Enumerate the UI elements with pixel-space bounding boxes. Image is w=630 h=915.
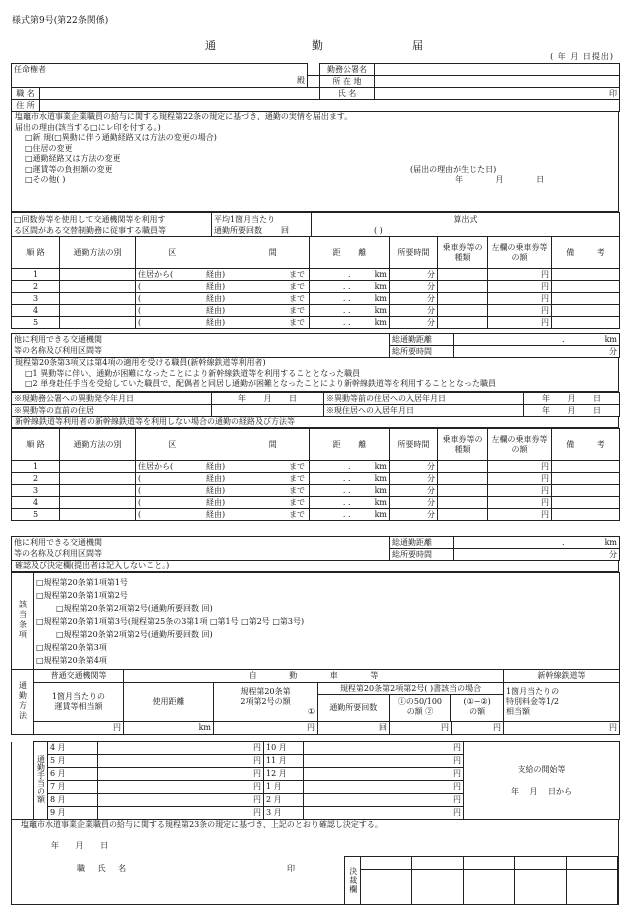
route-no: 5: [12, 509, 60, 521]
distance-used-field[interactable]: km: [124, 722, 214, 735]
month-amount[interactable]: 円: [98, 755, 264, 768]
month-label: 4 月: [48, 742, 98, 755]
col-seq: 順 路: [12, 237, 60, 269]
route-section-field[interactable]: ( 経由) まで: [136, 317, 310, 329]
reason-label: 届出の理由(該当する□にレ印を付する。): [15, 122, 161, 132]
total-time-label: 総所要時間: [390, 549, 454, 561]
route-method-field[interactable]: [60, 509, 136, 521]
trips-field[interactable]: 回: [318, 722, 390, 735]
footer-section: [11, 819, 619, 905]
route-section-field[interactable]: ( 経由) まで: [136, 281, 310, 293]
col-method: 通勤方法の別: [60, 429, 136, 461]
route-row: [12, 461, 620, 473]
route-row: [12, 497, 620, 509]
month-amount[interactable]: 円: [304, 768, 464, 781]
office-label: 勤務公署名: [320, 64, 375, 76]
payment-start[interactable]: 支給の開始等 年 月 日から: [464, 742, 620, 820]
route-no: 4: [12, 497, 60, 509]
route-fare-field[interactable]: 円: [488, 293, 552, 305]
month-amount[interactable]: 円: [98, 768, 264, 781]
route-row: [12, 509, 620, 521]
prev-move-label: ※異動等前の住居への入居年月日: [324, 393, 524, 405]
clause-table: [11, 572, 620, 670]
monthly-side-label: 通勤手当の額: [34, 742, 48, 820]
route-row: [12, 317, 620, 329]
alt-route-title: 新幹線鉄道等利用者の新幹線鉄道等を利用しない場合の通勤の経路及び方法等: [11, 416, 619, 428]
ticket-label[interactable]: □回数券等を使用して交通機関等を利用す る区間がある交替制勤務に従事する職員等: [12, 213, 212, 237]
route-ticket-field[interactable]: [438, 473, 488, 485]
footer-signer: 職 氏 名 印: [77, 864, 295, 873]
reason-item[interactable]: □運賃等の負担額の変更 (届出の理由が生じた日): [25, 164, 497, 174]
total-distance-field[interactable]: . km: [454, 334, 620, 346]
total-time-label: 総所要時間: [390, 346, 454, 358]
route-distance-field[interactable]: . . km: [310, 293, 390, 305]
col-distance: 距 離: [310, 237, 390, 269]
monthly-row: [12, 742, 620, 755]
prev-home-field[interactable]: [212, 405, 324, 417]
approval-cell[interactable]: [567, 870, 617, 904]
shinkansen-item-2[interactable]: □2 単身赴任手当を受給していた職員で、配偶者と同居し通勤が困難となったことにより新幹線鉄道等を利用することとなった職員: [25, 379, 497, 388]
method-side-label: 通勤方法: [12, 670, 34, 735]
approval-column: [361, 857, 412, 904]
total-distance-label: 総通勤距離: [390, 537, 454, 549]
month-amount[interactable]: 円: [98, 742, 264, 755]
diff-label: (①−②) の額: [463, 697, 491, 716]
route-section-field[interactable]: ( 経由) まで: [136, 305, 310, 317]
month-amount[interactable]: 円: [98, 794, 264, 807]
route-note-field[interactable]: [552, 509, 620, 521]
clause-side-label: 該当条項: [12, 573, 34, 670]
route-time-field[interactable]: 分: [390, 293, 438, 305]
form-number: 様式第9号(第22条関係): [12, 16, 109, 26]
month-amount[interactable]: 円: [304, 742, 464, 755]
shinkansen-item-1[interactable]: □1 異動等に伴い、通勤が困難になったことにより新幹線鉄道等を利用することとなった職員: [25, 368, 361, 378]
col-ticket-type: 乗車券等の種類: [438, 429, 488, 461]
trips-label: 通勤所要回数: [318, 695, 390, 721]
route-section-field[interactable]: ( 経由) まで: [136, 485, 310, 497]
approval-cell[interactable]: [567, 857, 617, 870]
clause-item[interactable]: □規程第20条第4項: [36, 655, 107, 665]
route-time-field[interactable]: 分: [390, 473, 438, 485]
route-note-field[interactable]: [552, 473, 620, 485]
month-label: 12 月: [264, 768, 304, 781]
route-note-field[interactable]: [552, 269, 620, 281]
route-fare-field[interactable]: 円: [488, 281, 552, 293]
route-section-field[interactable]: ( 経由) まで: [136, 293, 310, 305]
route-ticket-field[interactable]: [438, 281, 488, 293]
month-label: 6 月: [48, 768, 98, 781]
reason-item[interactable]: □通勤経路又は方法の変更: [25, 154, 121, 163]
approval-cell[interactable]: [361, 870, 411, 904]
title-char-2: 勤: [312, 39, 323, 52]
clause-item[interactable]: □規程第20条第2項第2号(通勤所要回数 回): [56, 603, 213, 613]
order-date-field[interactable]: 年 月 日: [212, 393, 324, 405]
half-label: ①の50/100 の額 ②: [390, 695, 452, 721]
route-distance-field[interactable]: . . km: [310, 281, 390, 293]
col-time: 所要時間: [390, 429, 438, 461]
half-field[interactable]: 円: [390, 722, 452, 735]
ticket-table: [11, 212, 620, 237]
clause-item[interactable]: □規程第20条第1項第3号(規程第25条の3第1項 □第1号 □第2号 □第3号): [36, 616, 305, 626]
route-time-field[interactable]: 分: [390, 461, 438, 473]
alt-route-table: [11, 428, 620, 521]
cur-move-label: ※現住居への入居年月日: [324, 405, 524, 417]
approval-cell[interactable]: [464, 870, 514, 904]
order-date-label: ※現勤務公署への異動発令年月日: [12, 393, 212, 405]
car-header: 自 動 車 等: [124, 670, 504, 683]
route-method-field[interactable]: [60, 317, 136, 329]
sk-label: 1箇月当たりの 特別料金等1/2 相当額: [504, 683, 620, 722]
reason-section: [11, 111, 619, 212]
month-amount[interactable]: 円: [98, 807, 264, 820]
month-label: 9 月: [48, 807, 98, 820]
route-section-field[interactable]: 住居から( 経由) まで: [136, 461, 310, 473]
col-note: 備 考: [552, 237, 620, 269]
rule-a-label: 規程第20条第 2項第2号の額 ①: [214, 683, 318, 722]
approval-cell[interactable]: [464, 857, 514, 870]
clause-list: [34, 573, 620, 670]
route-time-field[interactable]: 分: [390, 317, 438, 329]
month-label: 2 月: [264, 794, 304, 807]
route-no: 3: [12, 485, 60, 497]
footer-date[interactable]: 年 月 日: [51, 840, 109, 850]
month-label: 1 月: [264, 781, 304, 794]
route-no: 2: [12, 473, 60, 485]
route-ticket-field[interactable]: [438, 305, 488, 317]
col-note: 備 考: [552, 429, 620, 461]
approval-column: [464, 857, 515, 904]
sk-field[interactable]: 円: [504, 722, 620, 735]
other-transport-field[interactable]: [136, 537, 390, 549]
month-amount[interactable]: 円: [304, 807, 464, 820]
approval-box: [344, 856, 618, 904]
occurred-date: 年 月 日: [455, 175, 545, 184]
route-fare-field[interactable]: 円: [488, 461, 552, 473]
approval-cells: [361, 857, 618, 904]
total-time-field[interactable]: 分: [454, 346, 620, 358]
location-field[interactable]: [375, 76, 620, 88]
title-char-1: 通: [205, 39, 216, 52]
approval-cell[interactable]: [412, 857, 462, 870]
location-label: 所 在 地: [320, 76, 375, 88]
shinkansen-title: 規程第20条第3項又は第4項の適用を受ける職員(新幹線鉄道等利用者): [15, 358, 266, 367]
reason-item[interactable]: □住居の変更: [25, 143, 73, 153]
month-label: 11 月: [264, 755, 304, 768]
cur-move-field[interactable]: 年 月 日: [524, 405, 620, 417]
route-section-field[interactable]: ( 経由) まで: [136, 497, 310, 509]
month-label: 8 月: [48, 794, 98, 807]
route-method-field[interactable]: [60, 293, 136, 305]
approval-column: [515, 857, 566, 904]
address-label: 住 所: [12, 100, 40, 112]
route-fare-field[interactable]: 円: [488, 509, 552, 521]
route-note-field[interactable]: [552, 305, 620, 317]
calc-formula[interactable]: 算出式 ( ): [312, 213, 620, 237]
col-fare: 左欄の乗車券等の額: [488, 237, 552, 269]
route-row: [12, 305, 620, 317]
monthly-fare-label: 1箇月当たりの 運賃等相当額: [34, 683, 124, 722]
route-method-field[interactable]: [60, 473, 136, 485]
route-method-field[interactable]: [60, 269, 136, 281]
total-distance-label: 総通勤距離: [390, 334, 454, 346]
submit-date: ( 年 月 日提出): [550, 52, 614, 61]
total-distance-field[interactable]: . km: [454, 537, 620, 549]
office-field[interactable]: [375, 64, 620, 76]
month-amount[interactable]: 円: [304, 755, 464, 768]
clause-item[interactable]: □規程第20条第2項第2号(通勤所要回数 回): [56, 629, 213, 639]
route-distance-field[interactable]: . km: [310, 461, 390, 473]
route-distance-field[interactable]: . . km: [310, 305, 390, 317]
occurred-label: (届出の理由が生じた日): [410, 164, 497, 174]
approval-label: 決裁欄: [345, 857, 361, 904]
route-distance-field[interactable]: . . km: [310, 485, 390, 497]
route-distance-field[interactable]: . . km: [310, 473, 390, 485]
monthly-table: [11, 741, 620, 820]
route-fare-field[interactable]: 円: [488, 497, 552, 509]
month-label: 3 月: [264, 807, 304, 820]
other-label-2: 等の名称及び利用区間等: [12, 549, 136, 561]
route-distance-field[interactable]: . . km: [310, 509, 390, 521]
col-distance: 距 離: [310, 429, 390, 461]
route-method-field[interactable]: [60, 281, 136, 293]
col-fare: 左欄の乗車券等の額: [488, 429, 552, 461]
route-time-field[interactable]: 分: [390, 281, 438, 293]
route-fare-field[interactable]: 円: [488, 473, 552, 485]
shinkansen-header: 新幹線鉄道等: [504, 670, 620, 683]
clause-item[interactable]: □規程第20条第3項: [36, 642, 107, 652]
title-char-3: 届: [412, 39, 423, 52]
other-label-1: 他に利用できる交通機関: [12, 537, 136, 549]
month-amount[interactable]: 円: [98, 781, 264, 794]
public-header: 普通交通機関等: [34, 670, 124, 683]
approval-cell[interactable]: [515, 857, 565, 870]
month-amount[interactable]: 円: [304, 781, 464, 794]
approval-cell[interactable]: [361, 857, 411, 870]
route-note-field[interactable]: [552, 281, 620, 293]
other-label-1: 他に利用できる交通機関: [12, 334, 136, 346]
monthly-fare-field[interactable]: 円: [34, 722, 124, 735]
month-label: 10 月: [264, 742, 304, 755]
route-row: [12, 269, 620, 281]
col-time: 所要時間: [390, 237, 438, 269]
prev-move-field[interactable]: 年 月 日: [524, 393, 620, 405]
move-dates-table: [11, 392, 620, 417]
other-transport-table: [11, 333, 620, 358]
route-time-field[interactable]: 分: [390, 497, 438, 509]
route-fare-field[interactable]: 円: [488, 305, 552, 317]
allowance-table: [11, 669, 620, 735]
route-time-field[interactable]: 分: [390, 509, 438, 521]
route-method-field[interactable]: [60, 485, 136, 497]
reason-item[interactable]: □新 規(□異動に伴う通勤経路又は方法の変更の場合): [25, 133, 217, 142]
route-ticket-field[interactable]: [438, 485, 488, 497]
month-amount[interactable]: 円: [304, 794, 464, 807]
distance-used-label: 使用距離: [124, 683, 214, 722]
approval-column: [567, 857, 618, 904]
approval-column: [412, 857, 463, 904]
method-side-cont: [12, 742, 34, 820]
route-ticket-field[interactable]: [438, 269, 488, 281]
route-distance-field[interactable]: . km: [310, 269, 390, 281]
total-time-field[interactable]: 分: [454, 549, 620, 561]
shinkansen-section: [11, 357, 619, 392]
clause-item[interactable]: □規程第20条第1項第2号: [36, 590, 128, 600]
reason-intro: 塩竈市水道事業企業職員の給与に関する規程第22条の規定に基づき、通勤の実情を届出ます。: [15, 112, 353, 121]
route-time-field[interactable]: 分: [390, 485, 438, 497]
route-fare-field[interactable]: 円: [488, 485, 552, 497]
route-no: 1: [12, 269, 60, 281]
diff-field[interactable]: 円: [452, 722, 504, 735]
col-seq: 順 路: [12, 429, 60, 461]
name-label: 氏 名: [320, 88, 375, 100]
route-ticket-field[interactable]: [438, 461, 488, 473]
route-row: [12, 473, 620, 485]
route-ticket-field[interactable]: [438, 293, 488, 305]
prev-home-label: ※異動等の直前の住居: [12, 405, 212, 417]
route-note-field[interactable]: [552, 293, 620, 305]
route-ticket-field[interactable]: [438, 497, 488, 509]
route-fare-field[interactable]: 円: [488, 317, 552, 329]
route-no: 2: [12, 281, 60, 293]
route-time-field[interactable]: 分: [390, 305, 438, 317]
col-section: 区 間: [136, 237, 310, 269]
position-field[interactable]: [40, 88, 320, 100]
other-transport-table-2: [11, 536, 620, 561]
route-no: 1: [12, 461, 60, 473]
route-distance-field[interactable]: . . km: [310, 317, 390, 329]
route-no: 4: [12, 305, 60, 317]
month-label: 5 月: [48, 755, 98, 768]
route-section-field[interactable]: 住居から( 経由) まで: [136, 269, 310, 281]
other-transport-field[interactable]: [136, 334, 390, 346]
avg-trips: 平均1箇月当たり 通勤所要回数 回: [212, 213, 312, 237]
route-row: [12, 485, 620, 497]
route-note-field[interactable]: [552, 485, 620, 497]
col-method: 通勤方法の別: [60, 237, 136, 269]
other-label-2: 等の名称及び利用区間等: [12, 346, 136, 358]
route-fare-field[interactable]: 円: [488, 269, 552, 281]
route-table: [11, 236, 620, 329]
route-note-field[interactable]: [552, 317, 620, 329]
route-section-field[interactable]: ( 経由) まで: [136, 473, 310, 485]
route-no: 3: [12, 293, 60, 305]
position-label: 職 名: [12, 88, 40, 100]
reason-item[interactable]: □その他( ) 年 月 日: [25, 175, 545, 184]
route-distance-field[interactable]: . . km: [310, 497, 390, 509]
route-method-field[interactable]: [60, 461, 136, 473]
route-note-field[interactable]: [552, 497, 620, 509]
route-section-field[interactable]: ( 経由) まで: [136, 509, 310, 521]
decision-title: 確認及び決定欄(提出者は記入しないこと。): [11, 560, 619, 572]
route-no: 5: [12, 317, 60, 329]
approval-cell[interactable]: [412, 870, 462, 904]
route-method-field[interactable]: [60, 305, 136, 317]
honorific: 殿: [12, 76, 308, 88]
clause-item[interactable]: □規程第20条第1項第1号: [36, 577, 128, 587]
rule-a-field[interactable]: 円: [214, 722, 318, 735]
col-section: 区 間: [136, 429, 310, 461]
route-time-field[interactable]: 分: [390, 269, 438, 281]
applicant-table: [11, 63, 620, 112]
route-row: [12, 293, 620, 305]
footer-seal: 印: [287, 864, 295, 873]
address-field[interactable]: [40, 100, 620, 112]
seal-mark: 印: [375, 88, 620, 100]
route-ticket-field[interactable]: [438, 317, 488, 329]
route-ticket-field[interactable]: [438, 509, 488, 521]
col-ticket-type: 乗車券等の種類: [438, 237, 488, 269]
footer-text: 塩竈市水道事業企業職員の給与に関する規程第23条の規定に基づき、上記のとおり確認し決定する。: [21, 820, 383, 829]
route-row: [12, 281, 620, 293]
route-method-field[interactable]: [60, 497, 136, 509]
route-note-field[interactable]: [552, 461, 620, 473]
month-label: 7 月: [48, 781, 98, 794]
approval-cell[interactable]: [515, 870, 565, 904]
rule-b-group: 規程第20条第2項第2号( )書該当の場合 通勤所要回数 ①の50/100 の額 ② (①−②) の額: [318, 683, 504, 722]
appointer-label: 任命権者: [12, 64, 308, 76]
